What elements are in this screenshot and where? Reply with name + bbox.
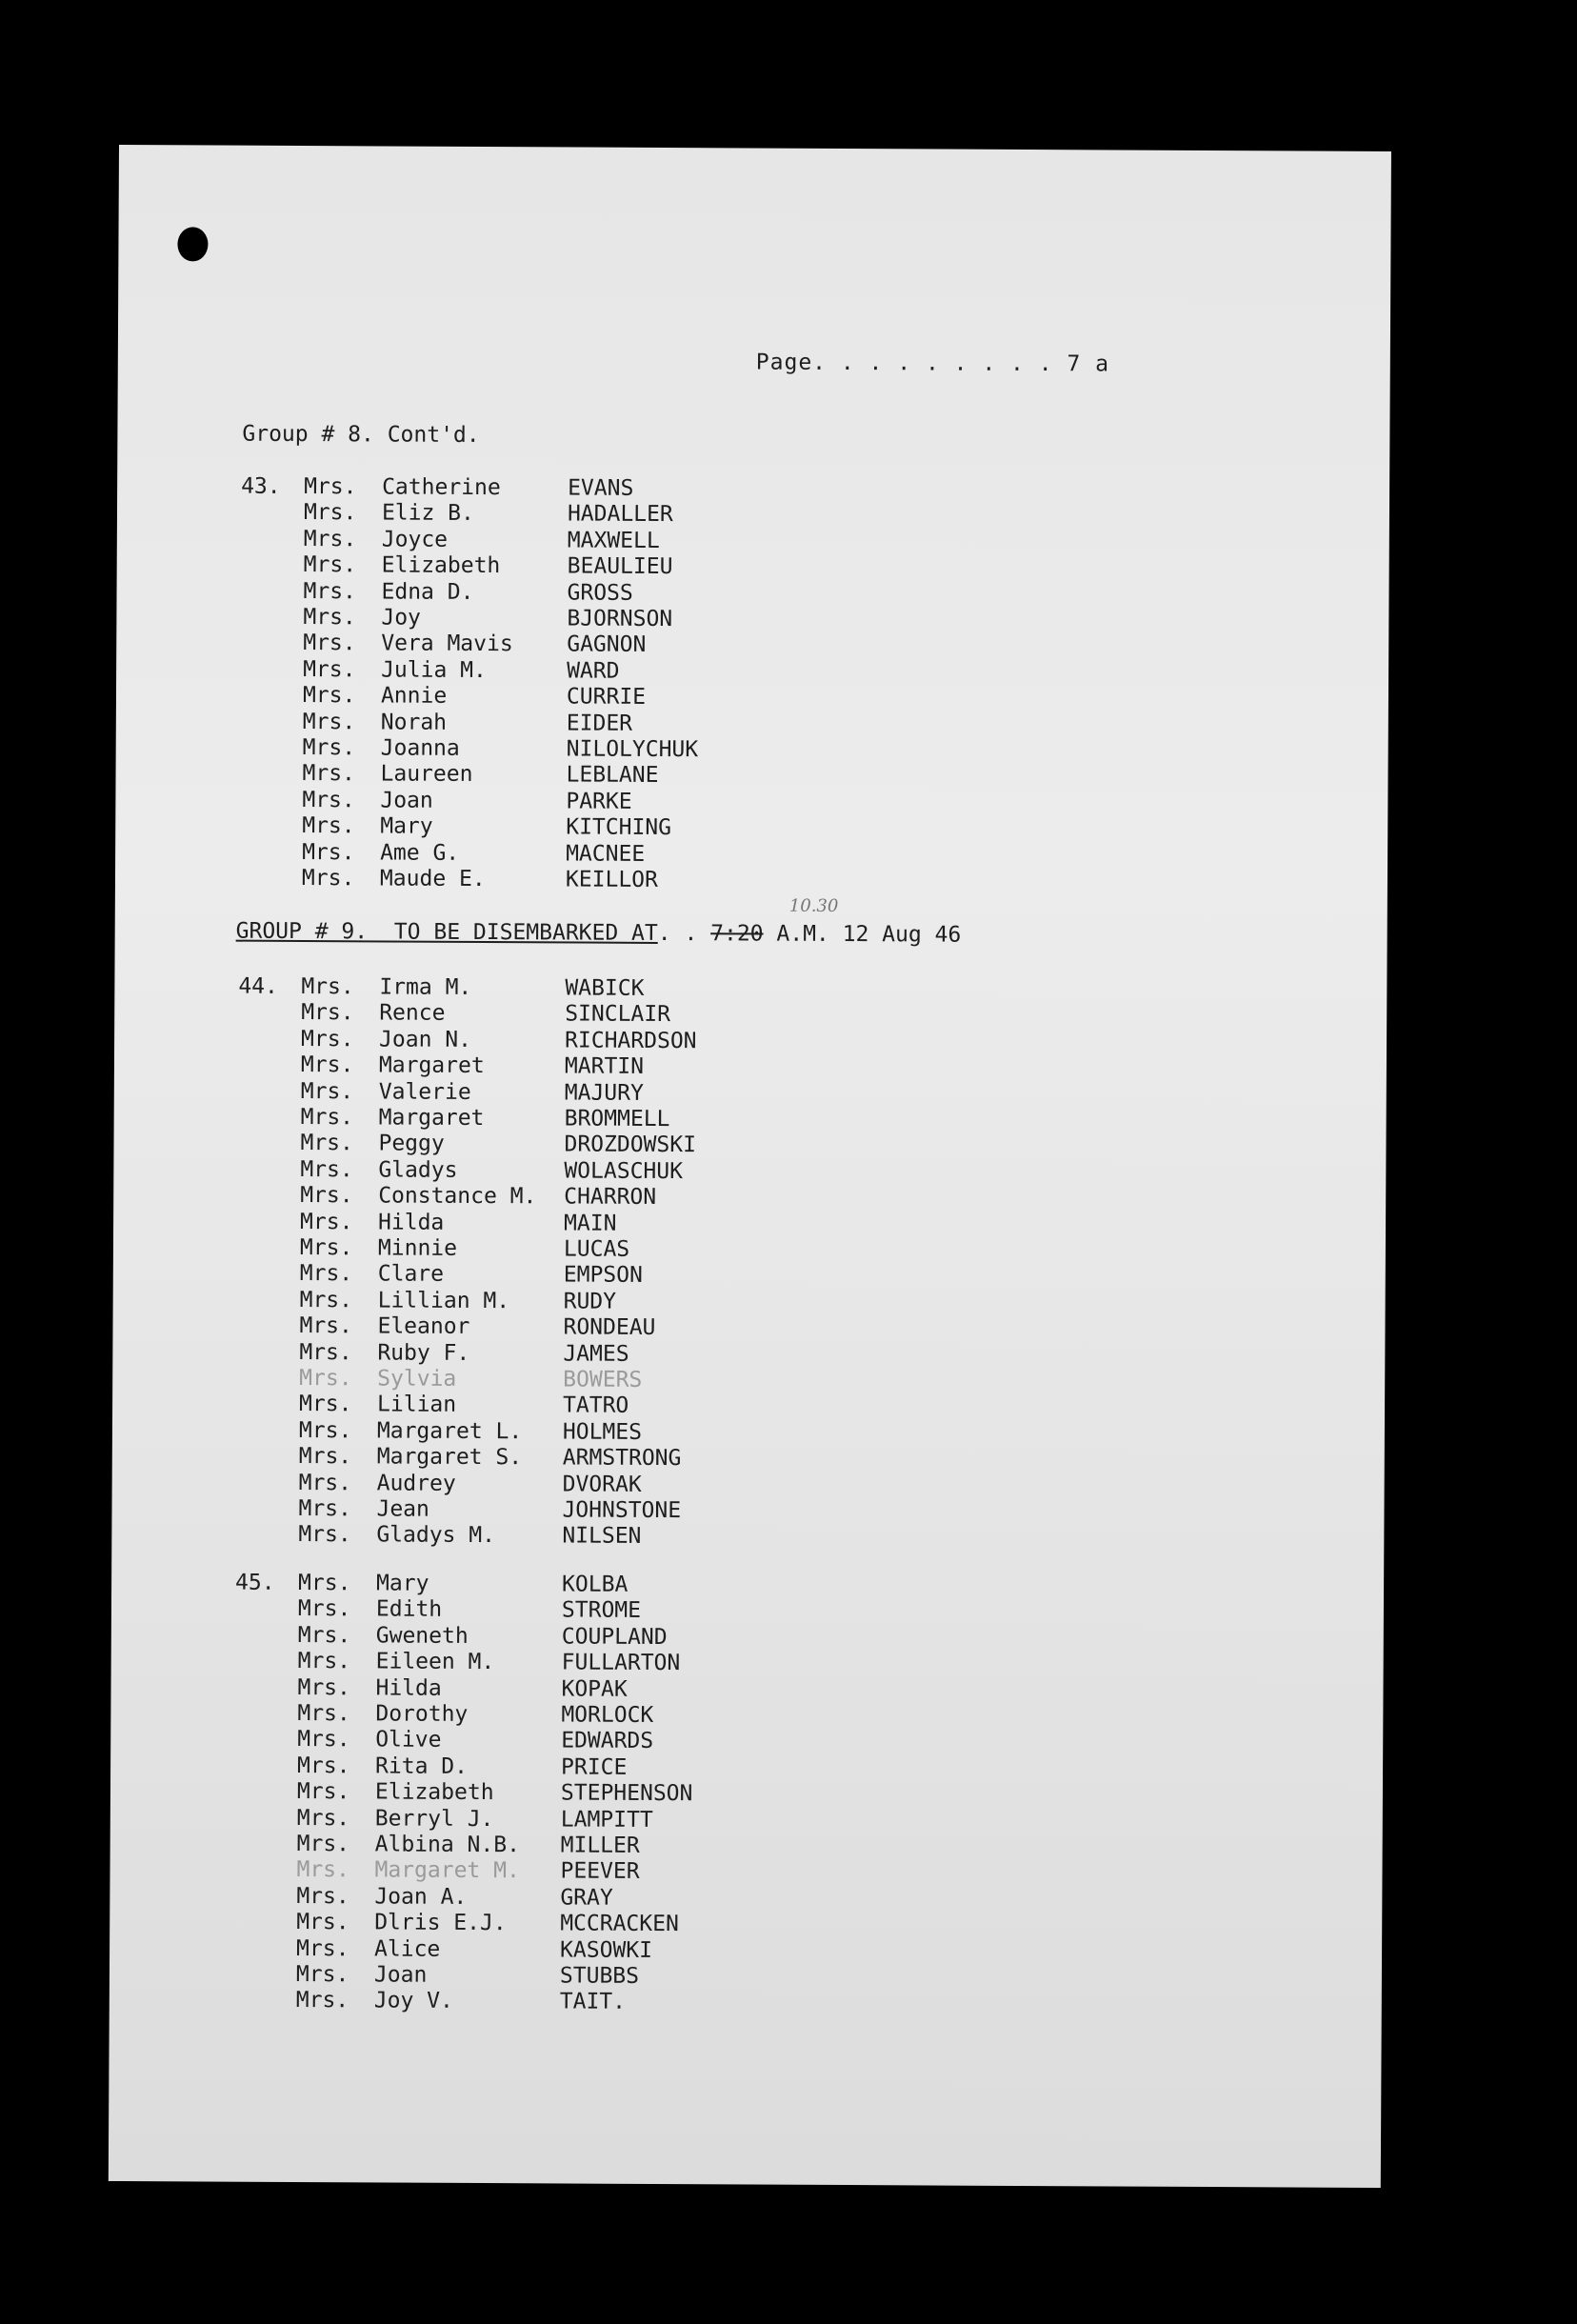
handwritten-time-note: 10.30 bbox=[788, 895, 839, 916]
first-name: Albina N.B. bbox=[374, 1832, 521, 1858]
first-name: Audrey bbox=[376, 1471, 456, 1496]
name-title: Mrs. bbox=[301, 866, 355, 892]
last-name: EDWARDS bbox=[561, 1728, 654, 1754]
entry-43 bbox=[117, 473, 1260, 892]
first-name: Julia M. bbox=[381, 657, 487, 683]
name-title: Mrs. bbox=[301, 1000, 354, 1026]
name-title: Mrs. bbox=[302, 787, 355, 813]
last-name: RONDEAU bbox=[563, 1314, 656, 1341]
first-name: Eleanor bbox=[377, 1313, 470, 1340]
entry-number: 43. bbox=[241, 473, 281, 499]
first-name: Gladys M. bbox=[376, 1522, 496, 1549]
first-name: Joy bbox=[381, 605, 422, 631]
last-name: MORLOCK bbox=[561, 1702, 654, 1728]
name-title: Mrs. bbox=[300, 1078, 354, 1104]
last-name: KASOWKI bbox=[560, 1937, 653, 1963]
first-name: Joan bbox=[380, 788, 433, 813]
name-title: Mrs. bbox=[303, 552, 357, 578]
name-title: Mrs. bbox=[299, 1235, 353, 1261]
first-name: Alice bbox=[374, 1936, 441, 1962]
first-name: Margaret bbox=[378, 1052, 485, 1079]
last-name: JOHNSTONE bbox=[562, 1497, 682, 1524]
last-name: MCCRACKEN bbox=[560, 1911, 679, 1937]
last-name: ARMSTRONG bbox=[562, 1445, 682, 1472]
first-name: Edna D. bbox=[381, 579, 474, 605]
last-name: STROME bbox=[561, 1597, 642, 1624]
first-name: Joan N. bbox=[379, 1027, 472, 1052]
last-name: EVANS bbox=[568, 475, 634, 501]
last-name: NILSEN bbox=[562, 1523, 642, 1550]
name-title: Mrs. bbox=[302, 735, 356, 761]
name-title: Mrs. bbox=[300, 1131, 353, 1156]
first-name: Mary bbox=[376, 1571, 429, 1596]
name-title: Mrs. bbox=[299, 1313, 352, 1339]
first-name: Hilda bbox=[375, 1675, 442, 1701]
name-title: Mrs. bbox=[299, 1339, 352, 1365]
first-name: Sylvia bbox=[377, 1366, 457, 1392]
first-name: Lilian bbox=[377, 1392, 457, 1418]
name-title: Mrs. bbox=[298, 1522, 351, 1548]
name-title: Mrs. bbox=[295, 1962, 349, 1988]
first-name: Hilda bbox=[378, 1210, 445, 1235]
last-name: PEEVER bbox=[560, 1858, 640, 1885]
last-name: KEILLOR bbox=[565, 867, 658, 892]
name-title: Mrs. bbox=[302, 761, 356, 787]
last-name: STUBBS bbox=[559, 1963, 640, 1989]
last-name: KOPAK bbox=[561, 1676, 628, 1702]
first-name: Gweneth bbox=[375, 1623, 469, 1649]
first-name: Rita D. bbox=[375, 1753, 469, 1779]
name-title: Mrs. bbox=[303, 578, 357, 604]
name-title: Mrs. bbox=[303, 500, 357, 526]
first-name: Eliz B. bbox=[381, 500, 474, 527]
last-name: LEBLANE bbox=[566, 762, 659, 789]
last-name: CURRIE bbox=[566, 684, 647, 711]
last-name: EIDER bbox=[566, 711, 633, 736]
last-name: COUPLAND bbox=[561, 1624, 668, 1650]
entry-number: 45. bbox=[235, 1570, 275, 1595]
first-name: Annie bbox=[380, 683, 448, 709]
last-name: BEAULIEU bbox=[567, 553, 673, 580]
name-title: Mrs. bbox=[295, 1988, 349, 2013]
last-name: PRICE bbox=[561, 1754, 628, 1780]
name-title: Mrs. bbox=[296, 1805, 350, 1831]
first-name: Elizabeth bbox=[374, 1779, 494, 1806]
last-name: EMPSON bbox=[563, 1262, 643, 1289]
first-name: Dlris E.J. bbox=[374, 1910, 507, 1936]
name-title: Mrs. bbox=[297, 1727, 350, 1753]
first-name: Margaret L. bbox=[376, 1418, 523, 1445]
first-name: Mary bbox=[380, 813, 433, 839]
first-name: Edith bbox=[375, 1596, 443, 1623]
last-name: MILLER bbox=[560, 1833, 640, 1858]
page-number: Page. . . . . . . . . 7 a bbox=[755, 350, 1110, 377]
name-title: Mrs. bbox=[297, 1596, 351, 1622]
name-title: Mrs. bbox=[296, 1857, 349, 1883]
name-title: Mrs. bbox=[299, 1261, 353, 1287]
first-name: Margaret bbox=[378, 1105, 485, 1132]
last-name: JAMES bbox=[563, 1341, 629, 1367]
last-name: WARD bbox=[567, 658, 620, 684]
first-name: Valerie bbox=[378, 1079, 471, 1105]
document-page bbox=[109, 145, 1391, 2188]
first-name: Rence bbox=[379, 1000, 446, 1027]
name-title: Mrs. bbox=[298, 1417, 352, 1444]
name-title: Mrs. bbox=[302, 813, 355, 839]
name-title: Mrs. bbox=[297, 1674, 350, 1700]
group-9-heading-title: GROUP # 9. TO BE DISEMBARKED AT bbox=[235, 918, 658, 946]
struck-time: 7:20 bbox=[710, 921, 764, 947]
last-name: RUDY bbox=[563, 1289, 617, 1314]
first-name: Margaret S. bbox=[376, 1444, 523, 1471]
last-name: DROZDOWSKI bbox=[564, 1132, 697, 1158]
group-8-heading: Group # 8. Cont'd. bbox=[242, 421, 480, 448]
last-name: GAGNON bbox=[567, 631, 647, 658]
last-name: BJORNSON bbox=[567, 606, 673, 632]
last-name: MACNEE bbox=[566, 841, 646, 867]
first-name: Joy V. bbox=[373, 1988, 453, 2014]
last-name: RICHARDSON bbox=[565, 1028, 697, 1053]
name-title: Mrs. bbox=[298, 1571, 351, 1596]
last-name: PARKE bbox=[566, 789, 632, 814]
last-name: MARTIN bbox=[564, 1053, 645, 1080]
name-title: Mrs. bbox=[299, 1392, 352, 1417]
last-name: LAMPITT bbox=[560, 1807, 653, 1833]
first-name: Constance M. bbox=[378, 1183, 537, 1210]
punch-hole-mark bbox=[177, 227, 208, 261]
first-name: Catherine bbox=[382, 474, 501, 501]
last-name: BOWERS bbox=[563, 1367, 643, 1392]
last-name: NILOLYCHUK bbox=[566, 736, 699, 763]
first-name: Ame G. bbox=[380, 840, 460, 866]
name-title: Mrs. bbox=[298, 1496, 351, 1522]
last-name: TATRO bbox=[563, 1392, 629, 1419]
last-name: MAXWELL bbox=[567, 528, 660, 553]
first-name: Jean bbox=[376, 1496, 429, 1522]
entry-number: 44. bbox=[238, 973, 278, 999]
first-name: Maude E. bbox=[379, 866, 486, 892]
first-name: Dorothy bbox=[375, 1701, 469, 1727]
last-name: GROSS bbox=[567, 580, 633, 606]
name-title: Mrs. bbox=[296, 1910, 349, 1935]
last-name: HADALLER bbox=[567, 501, 673, 528]
first-name: Peggy bbox=[378, 1131, 445, 1157]
first-name: Minnie bbox=[377, 1235, 458, 1261]
first-name: Vera Mavis bbox=[381, 631, 513, 657]
last-name: CHARRON bbox=[564, 1184, 657, 1211]
first-name: Ruby F. bbox=[377, 1340, 470, 1366]
first-name: Berryl J. bbox=[374, 1806, 494, 1832]
last-name: STEPHENSON bbox=[560, 1780, 693, 1807]
name-title: Mrs. bbox=[303, 631, 356, 656]
first-name: Laureen bbox=[380, 761, 473, 788]
name-title: Mrs. bbox=[296, 1935, 349, 1961]
name-title: Mrs. bbox=[304, 474, 357, 500]
name-title: Mrs. bbox=[296, 1883, 349, 1910]
name-title: Mrs. bbox=[297, 1701, 350, 1727]
name-title: Mrs. bbox=[301, 974, 354, 1000]
name-title: Mrs. bbox=[297, 1622, 351, 1649]
last-name: DVORAK bbox=[562, 1472, 642, 1497]
last-name: WABICK bbox=[565, 975, 645, 1001]
last-name: WOLASCHUK bbox=[564, 1158, 684, 1184]
first-name: Eileen M. bbox=[375, 1649, 495, 1675]
last-name: KOLBA bbox=[562, 1572, 629, 1597]
last-name: TAIT. bbox=[559, 1989, 627, 2015]
last-name: LUCAS bbox=[563, 1236, 630, 1262]
first-name: Margaret M. bbox=[374, 1857, 520, 1884]
first-name: Clare bbox=[377, 1261, 445, 1288]
last-name: MAIN bbox=[564, 1211, 617, 1236]
first-name: Norah bbox=[380, 710, 448, 735]
name-title: Mrs. bbox=[300, 1052, 354, 1078]
last-name: KITCHING bbox=[566, 814, 672, 841]
last-name: BROMMELL bbox=[564, 1106, 670, 1132]
last-name: GRAY bbox=[560, 1885, 613, 1911]
name-title: Mrs. bbox=[303, 526, 357, 552]
first-name: Gladys bbox=[378, 1157, 458, 1183]
name-title: Mrs. bbox=[297, 1753, 350, 1779]
name-title: Mrs. bbox=[303, 656, 356, 683]
name-title: Mrs. bbox=[299, 1366, 352, 1392]
name-title: Mrs. bbox=[299, 1287, 353, 1313]
name-title: Mrs. bbox=[302, 839, 355, 865]
name-title: Mrs. bbox=[297, 1649, 351, 1674]
entry-45 bbox=[111, 1570, 1254, 2015]
first-name: Joan bbox=[373, 1962, 428, 1988]
name-title: Mrs. bbox=[298, 1444, 352, 1470]
last-name: SINCLAIR bbox=[565, 1001, 671, 1028]
first-name: Joan A. bbox=[374, 1884, 468, 1910]
name-title: Mrs. bbox=[296, 1832, 350, 1857]
name-title: Mrs. bbox=[298, 1470, 352, 1495]
first-name: Elizabeth bbox=[381, 552, 501, 579]
last-name: MAJURY bbox=[564, 1080, 644, 1106]
group-9-heading: GROUP # 9. TO BE DISEMBARKED AT. . 7:20 A.M. 12 Aug 46 bbox=[235, 918, 962, 948]
last-name: FULLARTON bbox=[561, 1650, 681, 1676]
name-title: Mrs. bbox=[301, 1026, 354, 1052]
first-name: Joanna bbox=[380, 735, 460, 761]
first-name: Joyce bbox=[381, 527, 449, 552]
first-name: Lillian M. bbox=[377, 1288, 510, 1313]
name-title: Mrs. bbox=[300, 1209, 353, 1234]
first-name: Irma M. bbox=[379, 974, 472, 1000]
name-title: Mrs. bbox=[300, 1183, 353, 1209]
first-name: Olive bbox=[375, 1727, 442, 1753]
name-title: Mrs. bbox=[303, 605, 356, 631]
name-title: Mrs. bbox=[300, 1156, 353, 1183]
entry-44 bbox=[114, 973, 1257, 1550]
name-title: Mrs. bbox=[296, 1779, 350, 1805]
name-title: Mrs. bbox=[300, 1105, 354, 1131]
name-title: Mrs. bbox=[302, 683, 356, 709]
last-name: HOLMES bbox=[562, 1419, 643, 1445]
name-title: Mrs. bbox=[302, 709, 356, 734]
